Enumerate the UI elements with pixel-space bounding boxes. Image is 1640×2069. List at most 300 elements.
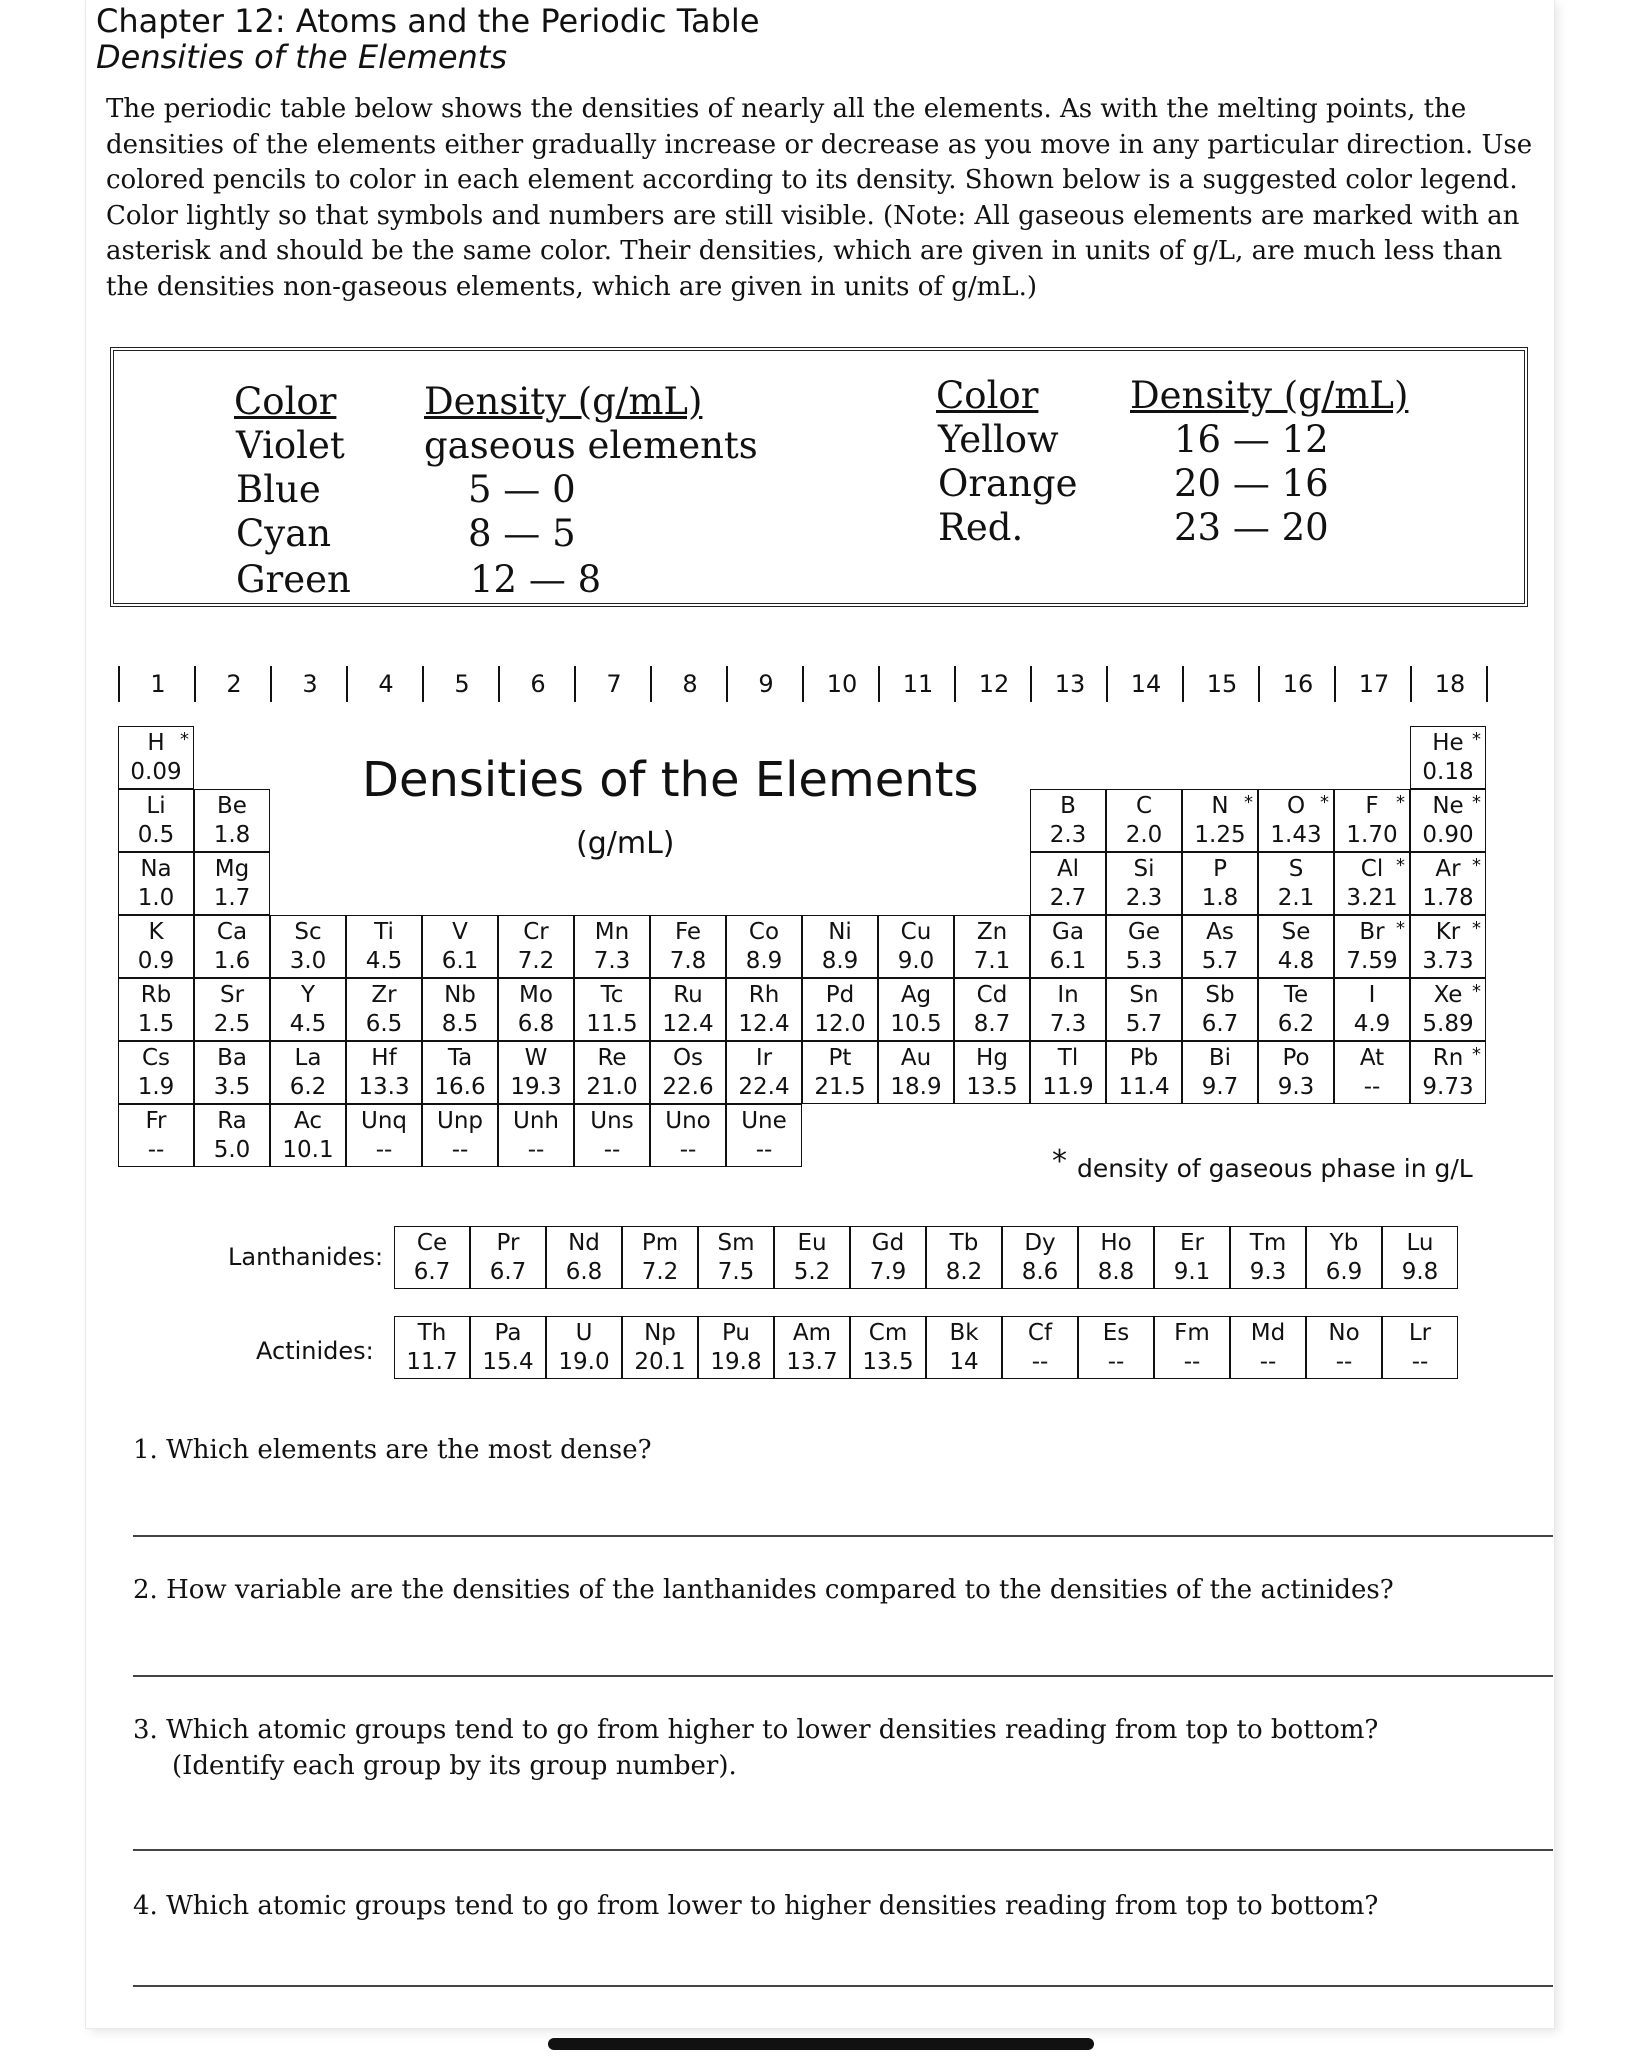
element-cell <box>194 852 270 915</box>
element-symbol: Md <box>1250 1320 1286 1346</box>
element-symbol: Sr <box>219 982 245 1008</box>
element-symbol: Ho <box>1100 1230 1132 1256</box>
element-symbol: Y <box>300 982 316 1008</box>
answer-line-1[interactable] <box>133 1535 1553 1537</box>
element-density: 11.4 <box>1118 1074 1170 1100</box>
group-number: 6 <box>498 666 576 702</box>
element-symbol: At <box>1359 1045 1385 1071</box>
element-density: 7.9 <box>869 1259 907 1285</box>
element-cell <box>118 1041 194 1104</box>
element-symbol: Ce <box>416 1230 448 1256</box>
element-symbol: Cm <box>868 1320 908 1346</box>
legend-color: Yellow <box>938 418 1059 461</box>
group-number: 16 <box>1258 666 1336 702</box>
element-symbol: Am <box>792 1320 832 1346</box>
group-number: 12 <box>954 666 1032 702</box>
element-symbol: B <box>1060 793 1076 819</box>
element-cell <box>726 1104 802 1167</box>
legend-range: 20 — 16 <box>1174 462 1329 505</box>
element-symbol: Ta <box>447 1045 473 1071</box>
legend-color: Violet <box>236 424 345 467</box>
gas-asterisk: * <box>180 729 189 750</box>
element-density: -- <box>1363 1074 1381 1100</box>
group-number: 14 <box>1106 666 1184 702</box>
element-density: 8.8 <box>1097 1259 1135 1285</box>
element-symbol: Th <box>417 1320 447 1346</box>
element-density: 7.3 <box>593 948 631 974</box>
element-cell <box>622 1226 698 1289</box>
group-number: 13 <box>1030 666 1108 702</box>
element-symbol: S <box>1288 856 1304 882</box>
gas-asterisk: * <box>1472 981 1481 1002</box>
element-symbol: Uno <box>665 1108 711 1134</box>
element-symbol: Sn <box>1129 982 1159 1008</box>
element-cell <box>1078 1226 1154 1289</box>
element-cell <box>574 978 650 1041</box>
table-title: Densities of the Elements <box>362 752 979 808</box>
element-density: 6.8 <box>565 1259 603 1285</box>
element-density: 8.9 <box>745 948 783 974</box>
element-cell <box>650 978 726 1041</box>
gas-note-text: density of gaseous phase in g/L <box>1077 1154 1473 1183</box>
element-cell <box>1030 1041 1106 1104</box>
element-density: 19.3 <box>510 1074 562 1100</box>
element-density: 9.8 <box>1401 1259 1439 1285</box>
gas-asterisk: * <box>1396 918 1405 939</box>
element-density: 1.78 <box>1422 885 1474 911</box>
element-cell <box>346 978 422 1041</box>
element-symbol: He <box>1432 730 1464 756</box>
element-cell <box>622 1316 698 1379</box>
group-number: 17 <box>1334 666 1412 702</box>
element-symbol: Ga <box>1052 919 1084 945</box>
element-cell <box>574 1041 650 1104</box>
element-symbol: Mn <box>594 919 630 945</box>
element-density: 7.59 <box>1346 948 1398 974</box>
element-density: 3.73 <box>1422 948 1474 974</box>
element-density: 12.0 <box>814 1011 866 1037</box>
element-cell <box>954 1041 1030 1104</box>
element-symbol: Pm <box>641 1230 679 1256</box>
legend-color: Red. <box>938 506 1024 549</box>
element-density: -- <box>1411 1349 1429 1375</box>
element-cell <box>422 978 498 1041</box>
element-density: 21.5 <box>814 1074 866 1100</box>
element-cell <box>1410 1041 1486 1104</box>
element-density: 1.5 <box>137 1011 175 1037</box>
element-cell <box>1258 852 1334 915</box>
legend-color-header-left: Color <box>234 380 337 423</box>
asterisk-mark: * <box>1052 1144 1067 1179</box>
answer-line-3[interactable] <box>133 1849 1553 1851</box>
element-cell <box>802 915 878 978</box>
legend-color-header-right: Color <box>936 374 1039 417</box>
element-density: 9.1 <box>1173 1259 1211 1285</box>
element-density: 9.3 <box>1277 1074 1315 1100</box>
element-density: 9.0 <box>897 948 935 974</box>
element-cell <box>1030 915 1106 978</box>
element-cell <box>1002 1316 1078 1379</box>
element-cell <box>1182 789 1258 852</box>
group-number: 5 <box>422 666 500 702</box>
element-cell <box>1334 978 1410 1041</box>
element-symbol: O <box>1286 793 1306 819</box>
element-symbol: Si <box>1133 856 1155 882</box>
element-density: 22.6 <box>662 1074 714 1100</box>
element-density: 13.3 <box>358 1074 410 1100</box>
home-indicator-bar[interactable] <box>548 2038 1094 2050</box>
element-cell <box>422 915 498 978</box>
element-symbol: V <box>452 919 468 945</box>
element-cell <box>546 1316 622 1379</box>
element-symbol: Xe <box>1433 982 1463 1008</box>
gas-asterisk: * <box>1472 918 1481 939</box>
element-density: 8.7 <box>973 1011 1011 1037</box>
element-density: 7.5 <box>717 1259 755 1285</box>
element-symbol: Gd <box>871 1230 905 1256</box>
element-symbol: Mo <box>519 982 553 1008</box>
answer-line-2[interactable] <box>133 1675 1553 1677</box>
element-density: 5.7 <box>1201 948 1239 974</box>
element-symbol: Zn <box>976 919 1008 945</box>
element-cell <box>1230 1316 1306 1379</box>
element-symbol: No <box>1328 1320 1360 1346</box>
section-subtitle: Densities of the Elements <box>96 38 507 76</box>
element-symbol: Ni <box>828 919 852 945</box>
element-cell <box>194 789 270 852</box>
element-density: 12.4 <box>738 1011 790 1037</box>
element-density: 13.5 <box>862 1349 914 1375</box>
element-density: 4.8 <box>1277 948 1315 974</box>
element-cell <box>498 915 574 978</box>
element-density: 5.89 <box>1422 1011 1474 1037</box>
element-density: 1.6 <box>213 948 251 974</box>
answer-line-4[interactable] <box>133 1985 1553 1987</box>
element-cell <box>878 1041 954 1104</box>
lanthanides-label: Lanthanides: <box>228 1243 384 1271</box>
element-symbol: Au <box>900 1045 932 1071</box>
element-density: 4.5 <box>365 948 403 974</box>
element-density: 7.3 <box>1049 1011 1087 1037</box>
element-cell <box>1002 1226 1078 1289</box>
element-symbol: Ar <box>1435 856 1461 882</box>
element-symbol: Ne <box>1432 793 1464 819</box>
element-cell <box>1030 978 1106 1041</box>
element-cell <box>498 978 574 1041</box>
element-cell <box>546 1226 622 1289</box>
element-symbol: Es <box>1102 1320 1130 1346</box>
element-cell <box>1306 1226 1382 1289</box>
element-density: 6.8 <box>517 1011 555 1037</box>
question-2: 2. How variable are the densities of the lanthanides compared to the densities of the actinides? <box>133 1575 1394 1605</box>
element-density: 11.5 <box>586 1011 638 1037</box>
element-cell <box>1030 852 1106 915</box>
element-density: 1.8 <box>1201 885 1239 911</box>
element-symbol: Np <box>644 1320 676 1346</box>
element-symbol: Li <box>146 793 166 819</box>
element-cell <box>1382 1316 1458 1379</box>
element-cell <box>1258 789 1334 852</box>
element-symbol: F <box>1365 793 1379 819</box>
element-symbol: In <box>1057 982 1079 1008</box>
element-cell <box>726 978 802 1041</box>
element-cell <box>118 915 194 978</box>
element-density: 0.5 <box>137 822 175 848</box>
element-cell <box>1410 915 1486 978</box>
element-cell <box>1030 789 1106 852</box>
group-number: 9 <box>726 666 804 702</box>
element-density: -- <box>1335 1349 1353 1375</box>
element-symbol: Rb <box>140 982 172 1008</box>
element-density: 7.2 <box>517 948 555 974</box>
element-symbol: Te <box>1283 982 1309 1008</box>
element-symbol: Unp <box>436 1108 483 1134</box>
element-symbol: Pb <box>1129 1045 1159 1071</box>
element-cell <box>498 1104 574 1167</box>
element-density: 3.21 <box>1346 885 1398 911</box>
element-density: 1.0 <box>137 885 175 911</box>
element-cell <box>850 1316 926 1379</box>
element-density: 0.9 <box>137 948 175 974</box>
element-density: 13.7 <box>786 1349 838 1375</box>
element-cell <box>1154 1316 1230 1379</box>
element-cell <box>118 1104 194 1167</box>
element-density: 11.9 <box>1042 1074 1094 1100</box>
element-cell <box>1410 978 1486 1041</box>
element-density: -- <box>1031 1349 1049 1375</box>
element-cell <box>698 1316 774 1379</box>
element-density: -- <box>375 1137 393 1163</box>
group-number: 1 <box>118 666 196 702</box>
intro-paragraph: The periodic table below shows the densities of nearly all the elements. As with the melting points, the densities of the elements either gradually increase or decrease as you move in any particular direction. Use colored pencils to color in each element according to its density. Shown below is a suggested color legend. Color lightly so that symbols and numbers are still visible. (Note: All gaseous elements are marked with an asterisk and should be the same color. Their densities, which are given in units of g/L, are much less than the densities non-gaseous elements, which are given in units of g/mL.) <box>106 94 1533 302</box>
legend-range: 16 — 12 <box>1174 418 1329 461</box>
element-cell <box>954 915 1030 978</box>
element-density: 21.0 <box>586 1074 638 1100</box>
element-symbol: Hg <box>976 1045 1008 1071</box>
element-symbol: Sb <box>1205 982 1235 1008</box>
element-symbol: Pa <box>494 1320 522 1346</box>
element-symbol: K <box>148 919 164 945</box>
element-cell <box>1306 1316 1382 1379</box>
element-density: 2.7 <box>1049 885 1087 911</box>
element-cell <box>470 1226 546 1289</box>
element-density: 6.2 <box>289 1074 327 1100</box>
element-density: 10.1 <box>282 1137 334 1163</box>
element-symbol: As <box>1206 919 1234 945</box>
element-density: 5.2 <box>793 1259 831 1285</box>
legend-density-header-left: Density (g/mL) <box>424 380 703 423</box>
element-cell <box>1382 1226 1458 1289</box>
element-symbol: Ti <box>374 919 394 945</box>
element-symbol: Cs <box>141 1045 171 1071</box>
element-cell <box>1106 852 1182 915</box>
element-cell <box>118 978 194 1041</box>
element-density: 1.43 <box>1270 822 1322 848</box>
element-density: 6.7 <box>413 1259 451 1285</box>
element-symbol: Fm <box>1174 1320 1210 1346</box>
question-1: 1. Which elements are the most dense? <box>133 1435 652 1465</box>
element-cell <box>194 978 270 1041</box>
element-cell <box>726 915 802 978</box>
element-symbol: Sm <box>717 1230 755 1256</box>
element-density: 8.5 <box>441 1011 479 1037</box>
element-symbol: Co <box>748 919 780 945</box>
element-symbol: Po <box>1282 1045 1310 1071</box>
element-cell <box>270 915 346 978</box>
element-symbol: Fe <box>674 919 702 945</box>
element-density: 7.8 <box>669 948 707 974</box>
question-4: 4. Which atomic groups tend to go from lower to higher densities reading from top to bottom? <box>133 1891 1379 1921</box>
element-symbol: Eu <box>797 1230 827 1256</box>
element-cell <box>1106 1041 1182 1104</box>
element-symbol: Uns <box>590 1108 634 1134</box>
element-density: 2.0 <box>1125 822 1163 848</box>
legend-range: 5 — 0 <box>468 468 576 511</box>
element-density: 2.3 <box>1049 822 1087 848</box>
element-cell <box>1334 789 1410 852</box>
element-symbol: Ca <box>216 919 248 945</box>
element-density: 5.7 <box>1125 1011 1163 1037</box>
element-cell <box>1410 789 1486 852</box>
element-symbol: C <box>1135 793 1153 819</box>
element-cell <box>394 1226 470 1289</box>
element-cell <box>878 915 954 978</box>
gas-asterisk: * <box>1472 729 1481 750</box>
legend-color: Cyan <box>236 512 332 555</box>
element-cell <box>1410 726 1486 789</box>
table-unit: (g/mL) <box>576 826 675 861</box>
gas-asterisk: * <box>1244 792 1253 813</box>
legend-range: gaseous elements <box>424 424 758 467</box>
element-cell <box>194 915 270 978</box>
element-cell <box>118 726 194 789</box>
element-symbol: Ru <box>673 982 703 1008</box>
element-density: 1.9 <box>137 1074 175 1100</box>
element-symbol: Lr <box>1408 1320 1432 1346</box>
element-cell <box>346 915 422 978</box>
element-cell <box>926 1316 1002 1379</box>
element-density: 16.6 <box>434 1074 486 1100</box>
group-number: 4 <box>346 666 424 702</box>
element-cell <box>346 1104 422 1167</box>
element-cell <box>1182 978 1258 1041</box>
element-density: 10.5 <box>890 1011 942 1037</box>
element-density: 6.2 <box>1277 1011 1315 1037</box>
element-cell <box>194 1104 270 1167</box>
element-density: 4.9 <box>1353 1011 1391 1037</box>
element-symbol: Dy <box>1024 1230 1056 1256</box>
legend-density-header-right: Density (g/mL) <box>1130 374 1409 417</box>
element-cell <box>1230 1226 1306 1289</box>
element-symbol: Os <box>672 1045 704 1071</box>
group-number: 2 <box>194 666 272 702</box>
element-symbol: Be <box>217 793 247 819</box>
element-density: -- <box>451 1137 469 1163</box>
element-cell <box>1334 1041 1410 1104</box>
gas-asterisk: * <box>1396 855 1405 876</box>
element-symbol: Se <box>1281 919 1311 945</box>
element-cell <box>954 978 1030 1041</box>
element-cell <box>1258 1041 1334 1104</box>
element-density: 22.4 <box>738 1074 790 1100</box>
element-symbol: Mg <box>214 856 250 882</box>
element-symbol: Cl <box>1360 856 1384 882</box>
element-symbol: Ba <box>217 1045 247 1071</box>
element-symbol: Rh <box>748 982 780 1008</box>
element-symbol: La <box>294 1045 322 1071</box>
element-cell <box>926 1226 1002 1289</box>
element-symbol: Pu <box>721 1320 751 1346</box>
element-density: -- <box>1259 1349 1277 1375</box>
legend-color: Green <box>236 558 351 601</box>
element-density: 8.6 <box>1021 1259 1059 1285</box>
element-density: 6.5 <box>365 1011 403 1037</box>
element-symbol: Tc <box>600 982 624 1008</box>
element-cell <box>774 1226 850 1289</box>
element-cell <box>498 1041 574 1104</box>
element-density: 1.70 <box>1346 822 1398 848</box>
element-density: -- <box>755 1137 773 1163</box>
element-cell <box>1258 978 1334 1041</box>
element-density: 2.5 <box>213 1011 251 1037</box>
gas-asterisk: * <box>1472 1044 1481 1065</box>
gas-asterisk: * <box>1396 792 1405 813</box>
element-density: 19.0 <box>558 1349 610 1375</box>
element-cell <box>194 1041 270 1104</box>
legend-range: 8 — 5 <box>468 512 576 555</box>
element-symbol: Bk <box>949 1320 979 1346</box>
element-cell <box>270 978 346 1041</box>
element-cell <box>470 1316 546 1379</box>
element-symbol: I <box>1368 982 1376 1008</box>
element-cell <box>878 978 954 1041</box>
element-density: 7.1 <box>973 948 1011 974</box>
element-density: 3.5 <box>213 1074 251 1100</box>
element-cell <box>270 1041 346 1104</box>
element-symbol: Unh <box>513 1108 559 1134</box>
chapter-title: Chapter 12: Atoms and the Periodic Table <box>96 2 760 40</box>
element-cell <box>1258 915 1334 978</box>
element-symbol: Nd <box>568 1230 600 1256</box>
element-density: 6.7 <box>1201 1011 1239 1037</box>
element-density: 6.9 <box>1325 1259 1363 1285</box>
element-density: 11.7 <box>406 1349 458 1375</box>
element-symbol: Pd <box>825 982 855 1008</box>
element-symbol: Unq <box>360 1108 407 1134</box>
element-cell <box>422 1041 498 1104</box>
group-number: 18 <box>1410 666 1488 702</box>
element-symbol: Cr <box>523 919 549 945</box>
element-symbol: P <box>1213 856 1227 882</box>
element-symbol: Ra <box>217 1108 247 1134</box>
element-density: 0.90 <box>1422 822 1474 848</box>
element-cell <box>574 915 650 978</box>
element-symbol: Yb <box>1329 1230 1359 1256</box>
element-density: 2.3 <box>1125 885 1163 911</box>
element-cell <box>1106 789 1182 852</box>
element-symbol: Ge <box>1128 919 1160 945</box>
element-symbol: Tb <box>949 1230 979 1256</box>
element-cell <box>1154 1226 1230 1289</box>
element-density: 5.3 <box>1125 948 1163 974</box>
element-density: 20.1 <box>634 1349 686 1375</box>
element-cell <box>802 1041 878 1104</box>
element-symbol: Ac <box>294 1108 322 1134</box>
element-density: 18.9 <box>890 1074 942 1100</box>
element-symbol: Er <box>1180 1230 1204 1256</box>
element-density: -- <box>147 1137 165 1163</box>
element-cell <box>270 1104 346 1167</box>
